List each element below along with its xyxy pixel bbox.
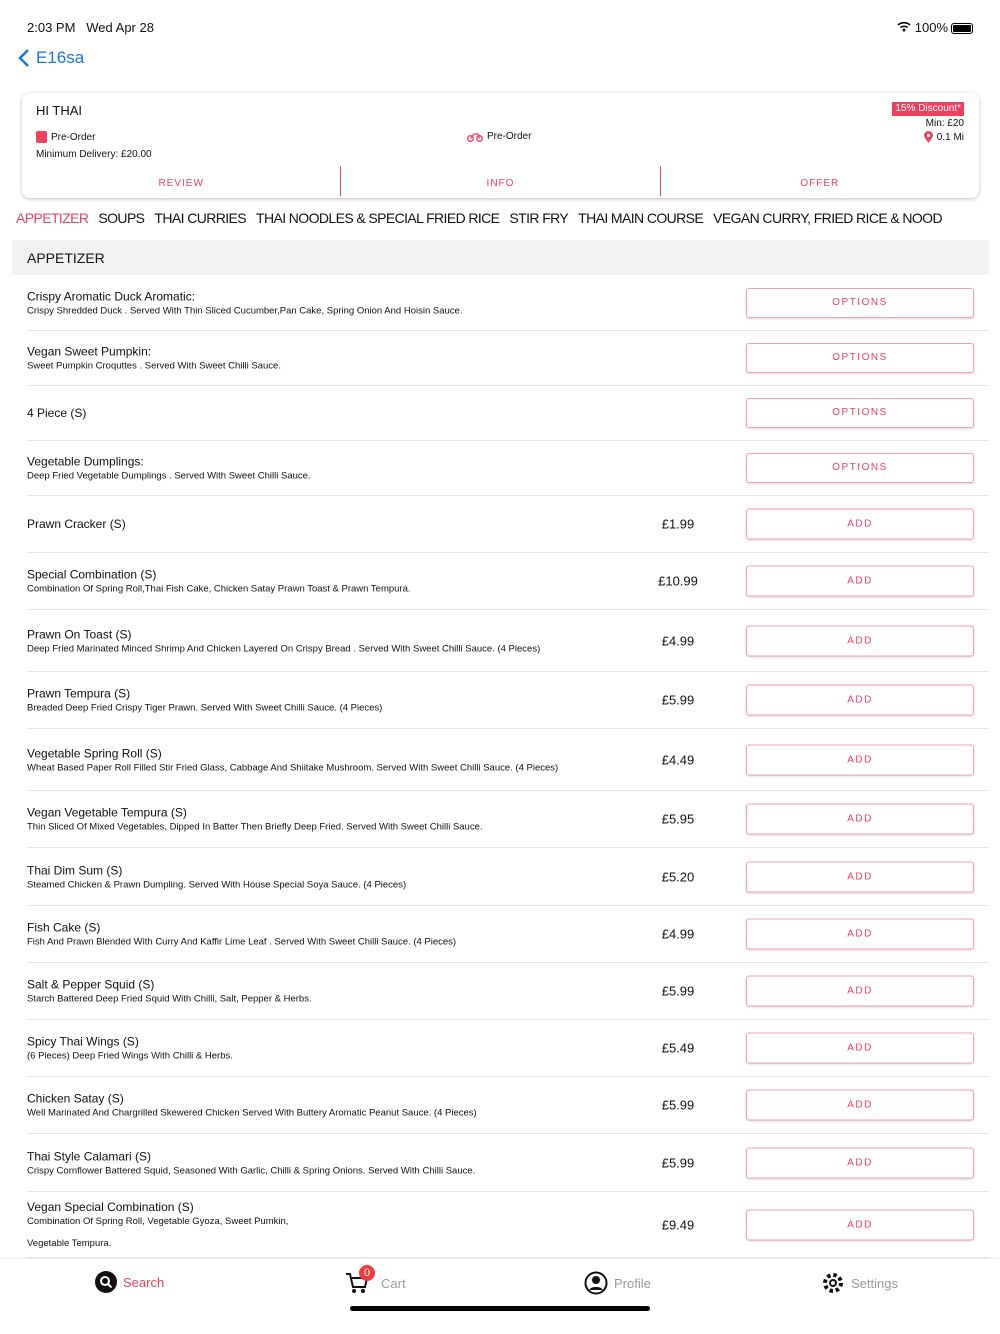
bike-icon bbox=[467, 132, 483, 142]
item-title: Prawn Tempura (S) bbox=[27, 686, 131, 701]
time: 2:03 PM bbox=[27, 20, 76, 35]
item-text bbox=[27, 977, 567, 1004]
item-text bbox=[27, 289, 567, 316]
menu-item bbox=[27, 553, 989, 610]
tab-bar bbox=[0, 1258, 1000, 1334]
item-price: £5.99 bbox=[661, 1155, 695, 1170]
item-description: Combination Of Spring Roll,Thai Fish Cake, Chicken Satay Prawn Toast & Prawn Tempura. bbox=[27, 583, 411, 595]
options-button[interactable]: OPTIONS bbox=[746, 288, 974, 318]
restaurant-card bbox=[22, 93, 979, 198]
wifi-icon bbox=[897, 21, 911, 32]
item-description: Fish And Prawn Blended With Curry And Kaffir Lime Leaf . Served With Sweet Chilli Sauce. (4 Pieces) bbox=[27, 936, 457, 948]
item-text bbox=[27, 1034, 567, 1061]
add-button[interactable]: ADD bbox=[746, 625, 974, 656]
min-delivery: Minimum Delivery: £20.00 bbox=[36, 149, 152, 160]
add-button[interactable]: ADD bbox=[746, 804, 974, 835]
item-title: Crispy Aromatic Duck Aromatic: bbox=[27, 289, 196, 304]
search-icon bbox=[95, 1271, 117, 1293]
add-button[interactable]: ADD bbox=[746, 744, 974, 775]
item-price: £10.99 bbox=[658, 573, 698, 589]
menu-list bbox=[12, 276, 989, 1258]
tab-offer[interactable]: OFFER bbox=[660, 166, 979, 196]
cart-count-badge: 0 bbox=[359, 1265, 375, 1281]
menu-item bbox=[27, 1020, 989, 1077]
item-description: Deep Fried Marinated Minced Shrimp And Chicken Layered On Crispy Bread . Served With Sweet Chilli Sauce. (4 Pieces) bbox=[27, 642, 541, 654]
options-button[interactable]: OPTIONS bbox=[746, 453, 974, 483]
item-text bbox=[27, 344, 567, 371]
menu-item bbox=[27, 791, 989, 848]
tab-review[interactable]: REVIEW bbox=[158, 178, 204, 189]
delivery-info bbox=[467, 131, 531, 142]
status-bar bbox=[27, 20, 973, 35]
item-price: £1.99 bbox=[661, 516, 695, 532]
add-button[interactable]: ADD bbox=[746, 1033, 974, 1064]
options-button[interactable]: OPTIONS bbox=[746, 343, 974, 373]
battery-icon bbox=[951, 23, 973, 34]
add-button[interactable]: ADD bbox=[746, 1090, 974, 1121]
nav-search-label: Search bbox=[123, 1274, 165, 1290]
back-label: E16sa bbox=[36, 48, 85, 67]
location-pin-icon bbox=[924, 131, 933, 143]
gear-icon bbox=[821, 1271, 845, 1295]
menu-item bbox=[27, 331, 989, 386]
item-text bbox=[27, 920, 567, 947]
category-tab-soups[interactable]: SOUPS bbox=[98, 210, 145, 226]
item-title: Thai Style Calamari (S) bbox=[27, 1148, 152, 1163]
item-price: £5.20 bbox=[661, 869, 695, 884]
item-title: Special Combination (S) bbox=[27, 567, 157, 582]
item-title: Salt & Pepper Squid (S) bbox=[27, 977, 155, 992]
category-tab-appetizer[interactable]: APPETIZER bbox=[16, 210, 89, 226]
menu-item bbox=[27, 672, 989, 729]
item-price: £4.99 bbox=[661, 926, 695, 942]
add-button[interactable]: ADD bbox=[746, 566, 974, 597]
add-button[interactable]: ADD bbox=[746, 976, 974, 1007]
item-text bbox=[27, 627, 567, 654]
item-price: £4.99 bbox=[661, 633, 695, 648]
add-button[interactable]: ADD bbox=[746, 509, 974, 540]
battery-level: 100% bbox=[914, 20, 948, 35]
item-text bbox=[27, 406, 567, 420]
item-title: Prawn On Toast (S) bbox=[27, 626, 132, 641]
menu-item bbox=[27, 963, 989, 1020]
collection-info bbox=[36, 131, 95, 143]
collection-label: Pre-Order bbox=[51, 131, 96, 143]
menu-item bbox=[27, 906, 989, 963]
add-button[interactable]: ADD bbox=[746, 1147, 974, 1178]
menu-item bbox=[27, 496, 989, 553]
date: Wed Apr 28 bbox=[86, 20, 154, 35]
item-title: Vegetable Dumplings: bbox=[27, 454, 144, 469]
item-text bbox=[27, 567, 567, 594]
item-title: Vegan Sweet Pumpkin: bbox=[27, 344, 152, 359]
chevron-left-icon bbox=[18, 48, 30, 68]
item-text bbox=[27, 517, 567, 531]
add-button[interactable]: ADD bbox=[746, 685, 974, 716]
item-description: Sweet Pumpkin Croquttes . Served With Sweet Chilli Sauce. bbox=[27, 360, 281, 372]
item-text bbox=[27, 805, 567, 832]
delivery-label: Pre-Order bbox=[487, 131, 532, 142]
item-title: Vegan Special Combination (S) bbox=[27, 1199, 194, 1214]
home-indicator bbox=[350, 1306, 650, 1311]
item-title: Chicken Satay (S) bbox=[27, 1091, 124, 1106]
item-description: Wheat Based Paper Roll Filled Stir Fried Glass, Cabbage And Shiitake Mushroom. Served With Sweet Chilli Sauce. (4 Pieces) bbox=[27, 761, 559, 773]
add-button[interactable]: ADD bbox=[746, 919, 974, 950]
profile-icon bbox=[584, 1271, 608, 1295]
item-description: Crispy Cornflower Battered Squid, Seasoned With Garlic, Chilli & Spring Onions. Served With Chilli Sauce. bbox=[27, 1164, 476, 1176]
distance-label: 0.1 Mi bbox=[936, 131, 964, 143]
nav-profile[interactable] bbox=[584, 1271, 651, 1295]
item-text bbox=[27, 746, 567, 773]
category-tabs bbox=[16, 210, 942, 226]
category-tab-thai-curries[interactable]: THAI CURRIES bbox=[154, 210, 247, 226]
options-button[interactable]: OPTIONS bbox=[746, 398, 974, 428]
nav-search[interactable] bbox=[95, 1271, 164, 1293]
discount-badge: 15% Discount* bbox=[892, 102, 964, 116]
nav-profile-label: Profile bbox=[614, 1275, 651, 1291]
menu-item bbox=[27, 386, 989, 441]
nav-settings-label: Settings bbox=[851, 1275, 898, 1291]
item-title: Thai Dim Sum (S) bbox=[27, 862, 123, 877]
item-title: 4 Piece (S) bbox=[27, 406, 87, 420]
item-description: Starch Battered Deep Fried Squid With Chilli, Salt, Pepper & Herbs. bbox=[27, 993, 312, 1005]
item-price: £5.99 bbox=[661, 692, 695, 708]
item-text bbox=[27, 1199, 567, 1249]
item-description: Steamed Chicken & Prawn Dumpling. Served With House Special Soya Sauce. (4 Pieces) bbox=[27, 878, 407, 890]
menu-item bbox=[27, 610, 989, 672]
section-header: APPETIZER bbox=[12, 240, 989, 275]
category-tab-stir-fry[interactable]: STIR FRY bbox=[509, 210, 569, 226]
distance-info bbox=[924, 131, 964, 143]
menu-item bbox=[27, 1077, 989, 1134]
item-description: Crispy Shredded Duck . Served With Thin Sliced Cucumber,Pan Cake, Spring Onion And Hoisin Sauce. bbox=[27, 305, 463, 317]
bag-icon bbox=[36, 131, 47, 143]
item-price: £5.95 bbox=[661, 811, 695, 827]
menu-item bbox=[27, 441, 989, 496]
add-button[interactable]: ADD bbox=[746, 861, 974, 892]
item-text bbox=[27, 686, 567, 713]
menu-item bbox=[27, 729, 989, 791]
item-title: Prawn Cracker (S) bbox=[27, 517, 126, 531]
item-price: £5.99 bbox=[661, 1097, 695, 1113]
menu-item bbox=[27, 1134, 989, 1192]
item-title: Vegetable Spring Roll (S) bbox=[27, 745, 162, 760]
item-description: (6 Pieces) Deep Fried Wings With Chilli & Herbs. bbox=[27, 1050, 233, 1062]
item-price: £5.49 bbox=[661, 1040, 695, 1056]
category-tab-vegan[interactable]: VEGAN CURRY, FRIED RICE & NOOD bbox=[713, 210, 942, 226]
nav-settings[interactable] bbox=[821, 1271, 898, 1295]
item-description: Deep Fried Vegetable Dumplings . Served With Sweet Chilli Sauce. bbox=[27, 470, 311, 482]
tab-info[interactable]: INFO bbox=[340, 166, 659, 196]
category-tab-thai-noodles[interactable]: THAI NOODLES & SPECIAL FRIED RICE bbox=[256, 210, 500, 226]
item-price: £5.99 bbox=[661, 983, 695, 999]
menu-item bbox=[27, 276, 989, 331]
item-price: £4.49 bbox=[661, 752, 695, 767]
item-price: £9.49 bbox=[661, 1217, 695, 1232]
min-order: Min: £20 bbox=[925, 118, 964, 129]
item-title: Spicy Thai Wings (S) bbox=[27, 1034, 139, 1049]
add-button[interactable]: ADD bbox=[746, 1209, 974, 1240]
item-text bbox=[27, 1149, 567, 1176]
item-description: Thin Sliced Of Mixed Vegetables, Dipped In Batter Then Briefly Deep Fried. Served With Sweet Chilli Sauce. bbox=[27, 821, 483, 833]
nav-cart[interactable] bbox=[345, 1267, 406, 1295]
restaurant-name: HI THAI bbox=[36, 103, 82, 118]
back-button[interactable] bbox=[18, 48, 84, 68]
item-title: Vegan Vegetable Tempura (S) bbox=[27, 805, 187, 820]
nav-cart-label: Cart bbox=[381, 1275, 406, 1291]
category-tab-thai-main-course[interactable]: THAI MAIN COURSE bbox=[578, 210, 704, 226]
item-description: Well Marinated And Chargrilled Skewered Chicken Served With Buttery Aromatic Peanut Sauce. (4 Pieces) bbox=[27, 1107, 477, 1119]
item-text bbox=[27, 863, 567, 890]
item-description: Combination Of Spring Roll, Vegetable Gyoza, Sweet Pumkin, Vegetable Tempura. bbox=[27, 1215, 289, 1250]
menu-item bbox=[27, 1192, 989, 1258]
item-description: Breaded Deep Fried Crispy Tiger Prawn. Served With Sweet Chilli Sauce. (4 Pieces) bbox=[27, 702, 383, 714]
item-text bbox=[27, 454, 567, 481]
item-text bbox=[27, 1091, 567, 1118]
menu-item bbox=[27, 848, 989, 906]
item-title: Fish Cake (S) bbox=[27, 920, 101, 935]
